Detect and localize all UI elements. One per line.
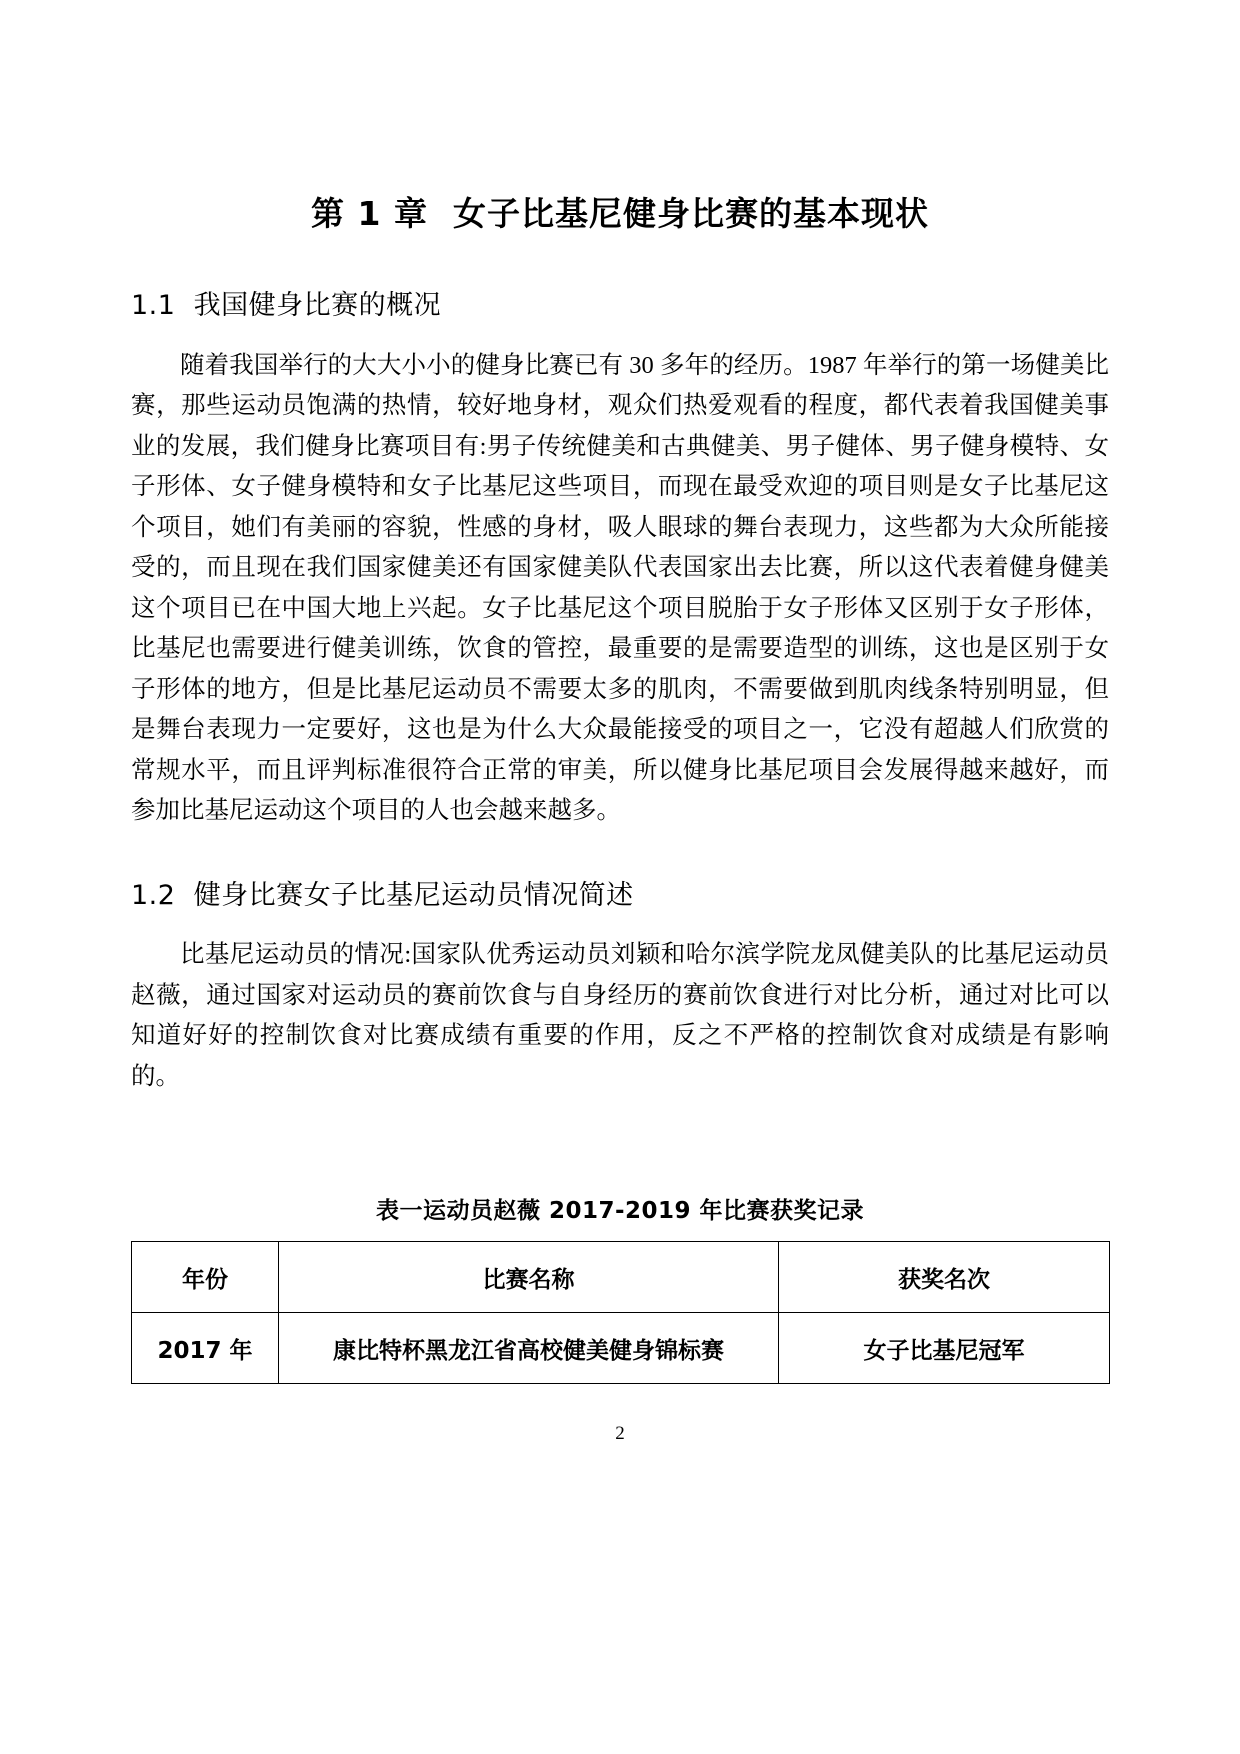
award-table-block xyxy=(131,1192,1109,1384)
table-row xyxy=(132,1313,1110,1384)
table-header-name: 比赛名称 xyxy=(279,1242,779,1313)
table-cell-place: 女子比基尼冠军 xyxy=(779,1313,1110,1384)
table-header-row xyxy=(132,1242,1110,1313)
award-table xyxy=(131,1241,1110,1384)
table-caption: 表一运动员赵薇 2017-2019 年比赛获奖记录 xyxy=(375,1198,865,1224)
table-cell-name: 康比特杯黑龙江省高校健美健身锦标赛 xyxy=(279,1313,779,1384)
chapter-title: 第 1 章 女子比基尼健身比赛的基本现状 xyxy=(311,194,929,233)
section-heading-1-2: 1.2 健身比赛女子比基尼运动员情况简述 xyxy=(131,879,634,911)
section-heading-1-1: 1.1 我国健身比赛的概况 xyxy=(131,290,442,322)
table-header-place: 获奖名次 xyxy=(779,1242,1110,1313)
table-header-year: 年份 xyxy=(132,1242,279,1313)
table-cell-year: 2017 年 xyxy=(132,1313,279,1384)
section-paragraph-1-1: 随着我国举行的大大小小的健身比赛已有 30 多年的经历。1987 年举行的第一场健美比赛，那些运动员饱满的热情，较好地身材，观众们热爱观看的程度，都代表着我国健美事业的发展，我们健身比赛项目有:男子传统健美和古典健美、男子健体、男子健身模特、女子形体、女子健身模特和女子比基尼这些项目，而现在最受欢迎的项目则是女子比基尼这个项目，她们有美丽的容貌，性感的身材，吸人眼球的舞台表现力，这些都为大众所能接受的，而且现在我们国家健美还有国家健美队代表国家出去比赛，所以这代表着健身健美这个项目已在中国大地上兴起。女子比基尼这个项目脱胎于女子形体又区别于女子形体，比基尼也需要进行健美训练，饮食的管控，最重要的是需要造型的训练，这也是区别于女子形体的地方，但是比基尼运动员不需要太多的肌肉，不需要做到肌肉线条特别明显，但是舞台表现力一定要好，这也是为什么大众最能接受的项目之一，它没有超越人们欣赏的常规水平，而且评判标准很符合正常的审美，所以健身比基尼项目会发展得越来越好，而参加比基尼运动这个项目的人也会越来越多。 xyxy=(131,351,1109,825)
document-content xyxy=(131,0,1109,1097)
section-paragraph-1-2: 比基尼运动员的情况:国家队优秀运动员刘颖和哈尔滨学院龙凤健美队的比基尼运动员赵薇，通过国家对运动员的赛前饮食与自身经历的赛前饮食进行对比分析，通过对比可以知道好好的控制饮食对比赛成绩有重要的作用，反之不严格的控制饮食对成绩是有影响的。 xyxy=(131,941,1109,1090)
page-number: 2 xyxy=(615,1423,625,1444)
